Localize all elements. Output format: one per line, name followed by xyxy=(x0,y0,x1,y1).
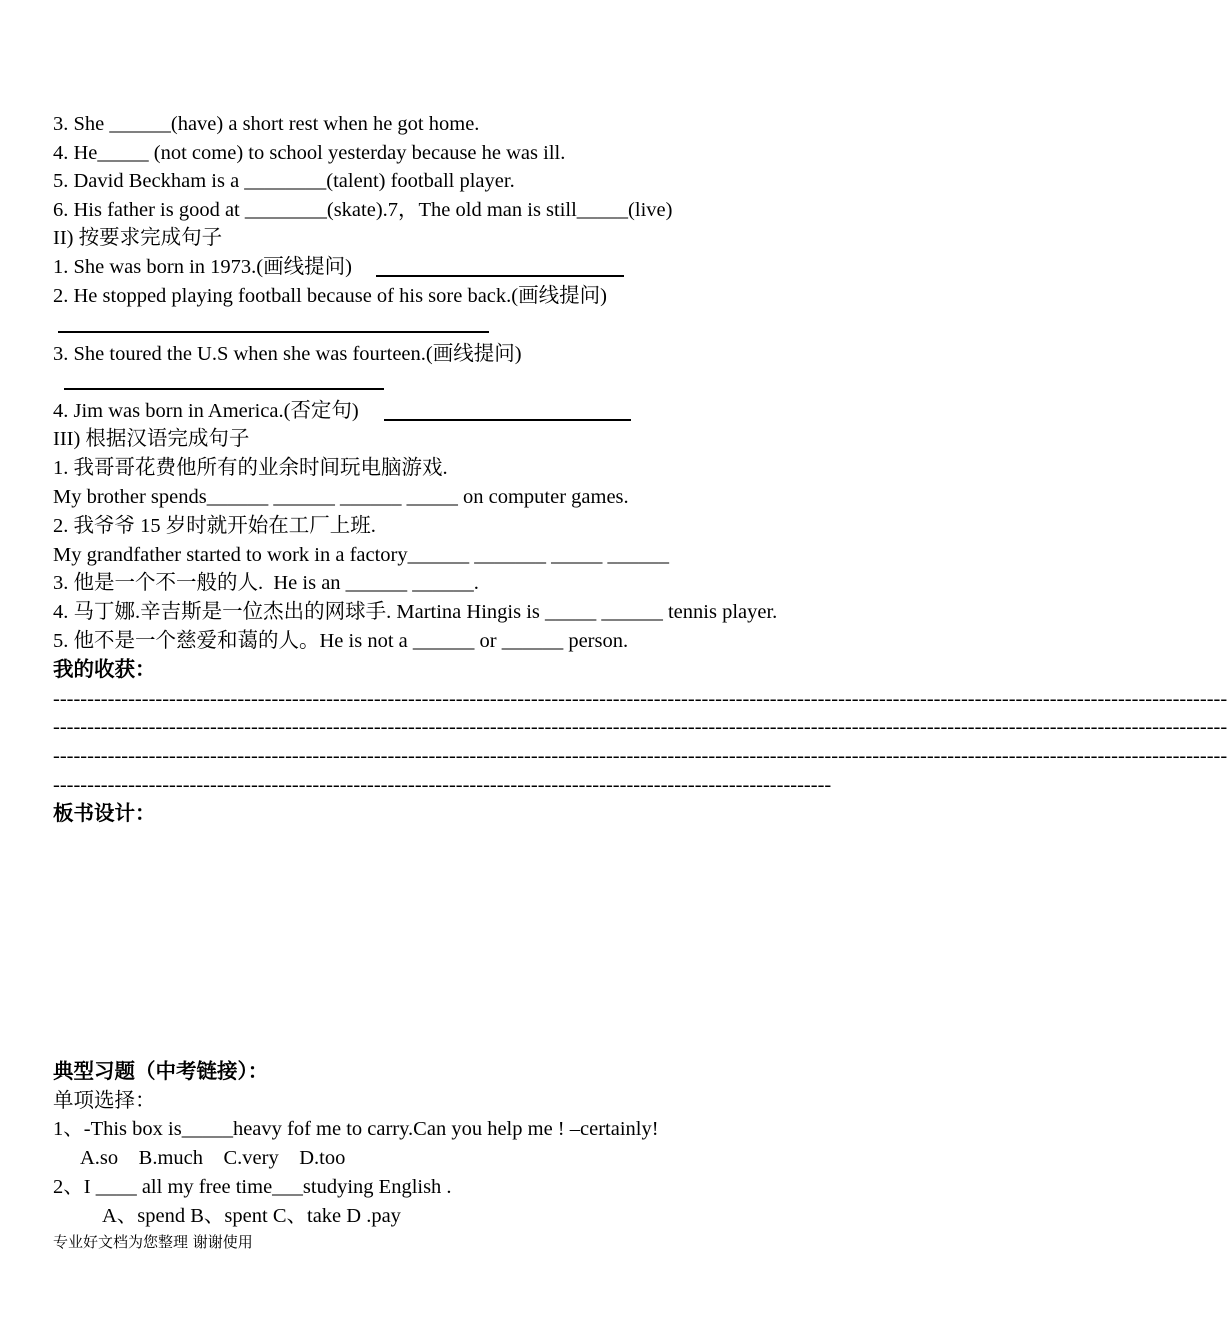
exercise-item-6: 6. His father is good at ________(skate).7，The old man is still_____(live) xyxy=(53,199,673,221)
rewrite-question-3: 3. She toured the U.S when she was fourteen.(画线提问) xyxy=(53,343,522,365)
translate-line: 3. 他是一个不一般的人. He is an ______ ______. xyxy=(53,572,479,594)
exam-question-1-options: A.so B.much C.very D.too xyxy=(80,1147,346,1169)
translate-line: 4. 马丁娜.辛吉斯是一位杰出的网球手. Martina Hingis is _____ ______ tennis player. xyxy=(53,601,778,623)
board-design-heading: 板书设计： xyxy=(53,803,156,825)
dash-rule: ------------------------------------------------------------------------------------------------------------------ xyxy=(53,774,832,796)
exam-question-2: 2、I ____ all my free time___studying English . xyxy=(53,1176,452,1198)
translate-line: 1. 我哥哥花费他所有的业余时间玩电脑游戏. xyxy=(53,457,448,479)
translate-line: 2. 我爷爷 15 岁时就开始在工厂上班. xyxy=(53,515,376,537)
section-heading-rewrite: II) 按要求完成句子 xyxy=(53,227,223,249)
exam-question-1: 1、-This box is_____heavy fof me to carry.Can you help me ! –certainly! xyxy=(53,1118,659,1140)
dash-rule: ---------------------------------------------------------------------------------------------------------------------------------------------------------------------------- xyxy=(53,745,1227,767)
harvest-heading: 我的收获： xyxy=(53,659,156,681)
rewrite-question-1: 1. She was born in 1973.(画线提问) xyxy=(53,256,352,278)
section-heading-translate: III) 根据汉语完成句子 xyxy=(53,428,250,450)
answer-line xyxy=(64,388,384,390)
exercise-item-4: 4. He_____ (not come) to school yesterday because he was ill. xyxy=(53,142,566,164)
translate-line: 5. 他不是一个慈爱和蔼的人。He is not a ______ or ______ person. xyxy=(53,630,629,652)
exam-heading: 典型习题（中考链接）： xyxy=(53,1061,269,1083)
rewrite-question-2: 2. He stopped playing football because of his sore back.(画线提问) xyxy=(53,285,607,307)
translate-line: My grandfather started to work in a factory______ _______ _____ ______ xyxy=(53,544,670,566)
exam-subheading: 单项选择： xyxy=(53,1090,156,1112)
rewrite-question-4: 4. Jim was born in America.(否定句) xyxy=(53,400,359,422)
answer-line xyxy=(376,275,624,277)
dash-rule: ---------------------------------------------------------------------------------------------------------------------------------------------------------------------------- xyxy=(53,716,1227,738)
exercise-item-3: 3. She ______(have) a short rest when he got home. xyxy=(53,113,480,135)
answer-line xyxy=(58,331,489,333)
exercise-item-5: 5. David Beckham is a ________(talent) football player. xyxy=(53,170,515,192)
answer-line xyxy=(384,419,631,421)
dash-rule: ---------------------------------------------------------------------------------------------------------------------------------------------------------------------------- xyxy=(53,688,1227,710)
footer-note: 专业好文档为您整理 谢谢使用 xyxy=(53,1233,253,1251)
translate-line: My brother spends______ ______ ______ _____ on computer games. xyxy=(53,486,629,508)
exam-question-2-options: A、spend B、spent C、take D .pay xyxy=(102,1205,401,1227)
